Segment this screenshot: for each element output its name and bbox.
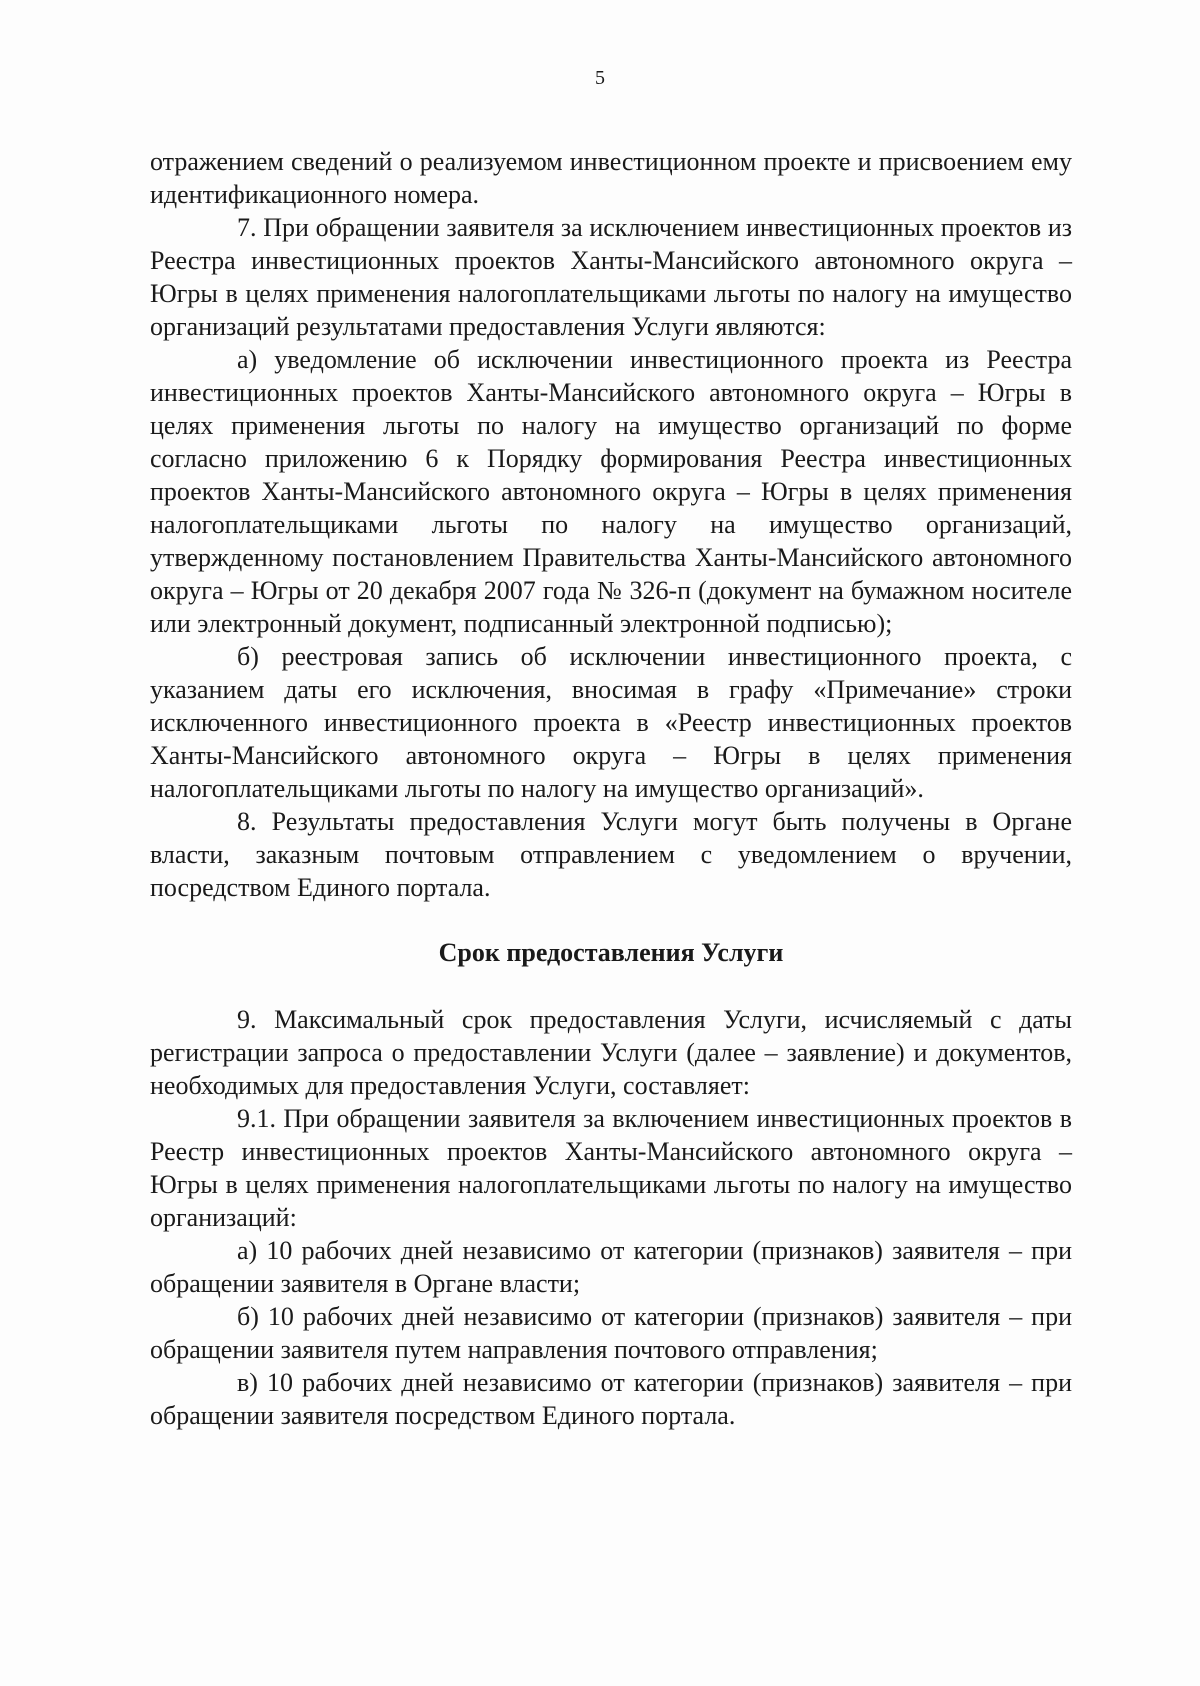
section-heading: Срок предоставления Услуги bbox=[438, 938, 784, 967]
paragraph-item-7b: б) реестровая запись об исключении инвестиционного проекта, с указанием даты его исключения, вносимая в графу «Примечание» строки исключенного инвестиционного проекта в «Реестр инвестиционных проектов Ханты-Мансийского автономного округа – Югры в целях применения налогоплательщиками льготы по налогу на имущество организаций». bbox=[150, 642, 1072, 803]
paragraph-item-7a: а) уведомление об исключении инвестиционного проекта из Реестра инвестиционных проектов Ханты-Мансийского автономного округа – Югры в целях применения льготы по налогу на имущество организаций по форме согласно приложению 6 к Порядку формирования Реестра инвестиционных проектов Ханты-Мансийского автономного округа – Югры в целях применения налогоплательщиками льготы по налогу на имущество организаций, утвержденному постановлением Правительства Ханты-Мансийского автономного округа – Югры от 20 декабря 2007 года № 326-п (документ на бумажном носителе или электронный документ, подписанный электронной подписью); bbox=[150, 345, 1072, 638]
paragraph-item-9-1c: в) 10 рабочих дней независимо от категории (признаков) заявителя – при обращении заявителя посредством Единого портала. bbox=[150, 1368, 1072, 1430]
paragraph-item-9-1: 9.1. При обращении заявителя за включением инвестиционных проектов в Реестр инвестиционных проектов Ханты-Мансийского автономного округа – Югры в целях применения налогоплательщиками льготы по налогу на имущество организаций: bbox=[150, 1104, 1072, 1232]
document-body bbox=[150, 145, 1072, 1432]
paragraph-continuation: отражением сведений о реализуемом инвестиционном проекте и присвоением ему идентификационного номера. bbox=[150, 147, 1072, 209]
paragraph-item-9: 9. Максимальный срок предоставления Услуги, исчисляемый с даты регистрации запроса о предоставлении Услуги (далее – заявление) и документов, необходимых для предоставления Услуги, составляет: bbox=[150, 1005, 1072, 1100]
paragraph-item-7: 7. При обращении заявителя за исключением инвестиционных проектов из Реестра инвестиционных проектов Ханты-Мансийского автономного округа – Югры в целях применения налогоплательщиками льготы по налогу на имущество организаций результатами предоставления Услуги являются: bbox=[150, 213, 1072, 341]
paragraph-item-9-1b: б) 10 рабочих дней независимо от категории (признаков) заявителя – при обращении заявителя путем направления почтового отправления; bbox=[150, 1302, 1072, 1364]
page-number: 5 bbox=[595, 67, 605, 89]
paragraph-item-9-1a: а) 10 рабочих дней независимо от категории (признаков) заявителя – при обращении заявителя в Органе власти; bbox=[150, 1236, 1072, 1298]
paragraph-item-8: 8. Результаты предоставления Услуги могут быть получены в Органе власти, заказным почтовым отправлением с уведомлением о вручении, посредством Единого портала. bbox=[150, 807, 1072, 902]
